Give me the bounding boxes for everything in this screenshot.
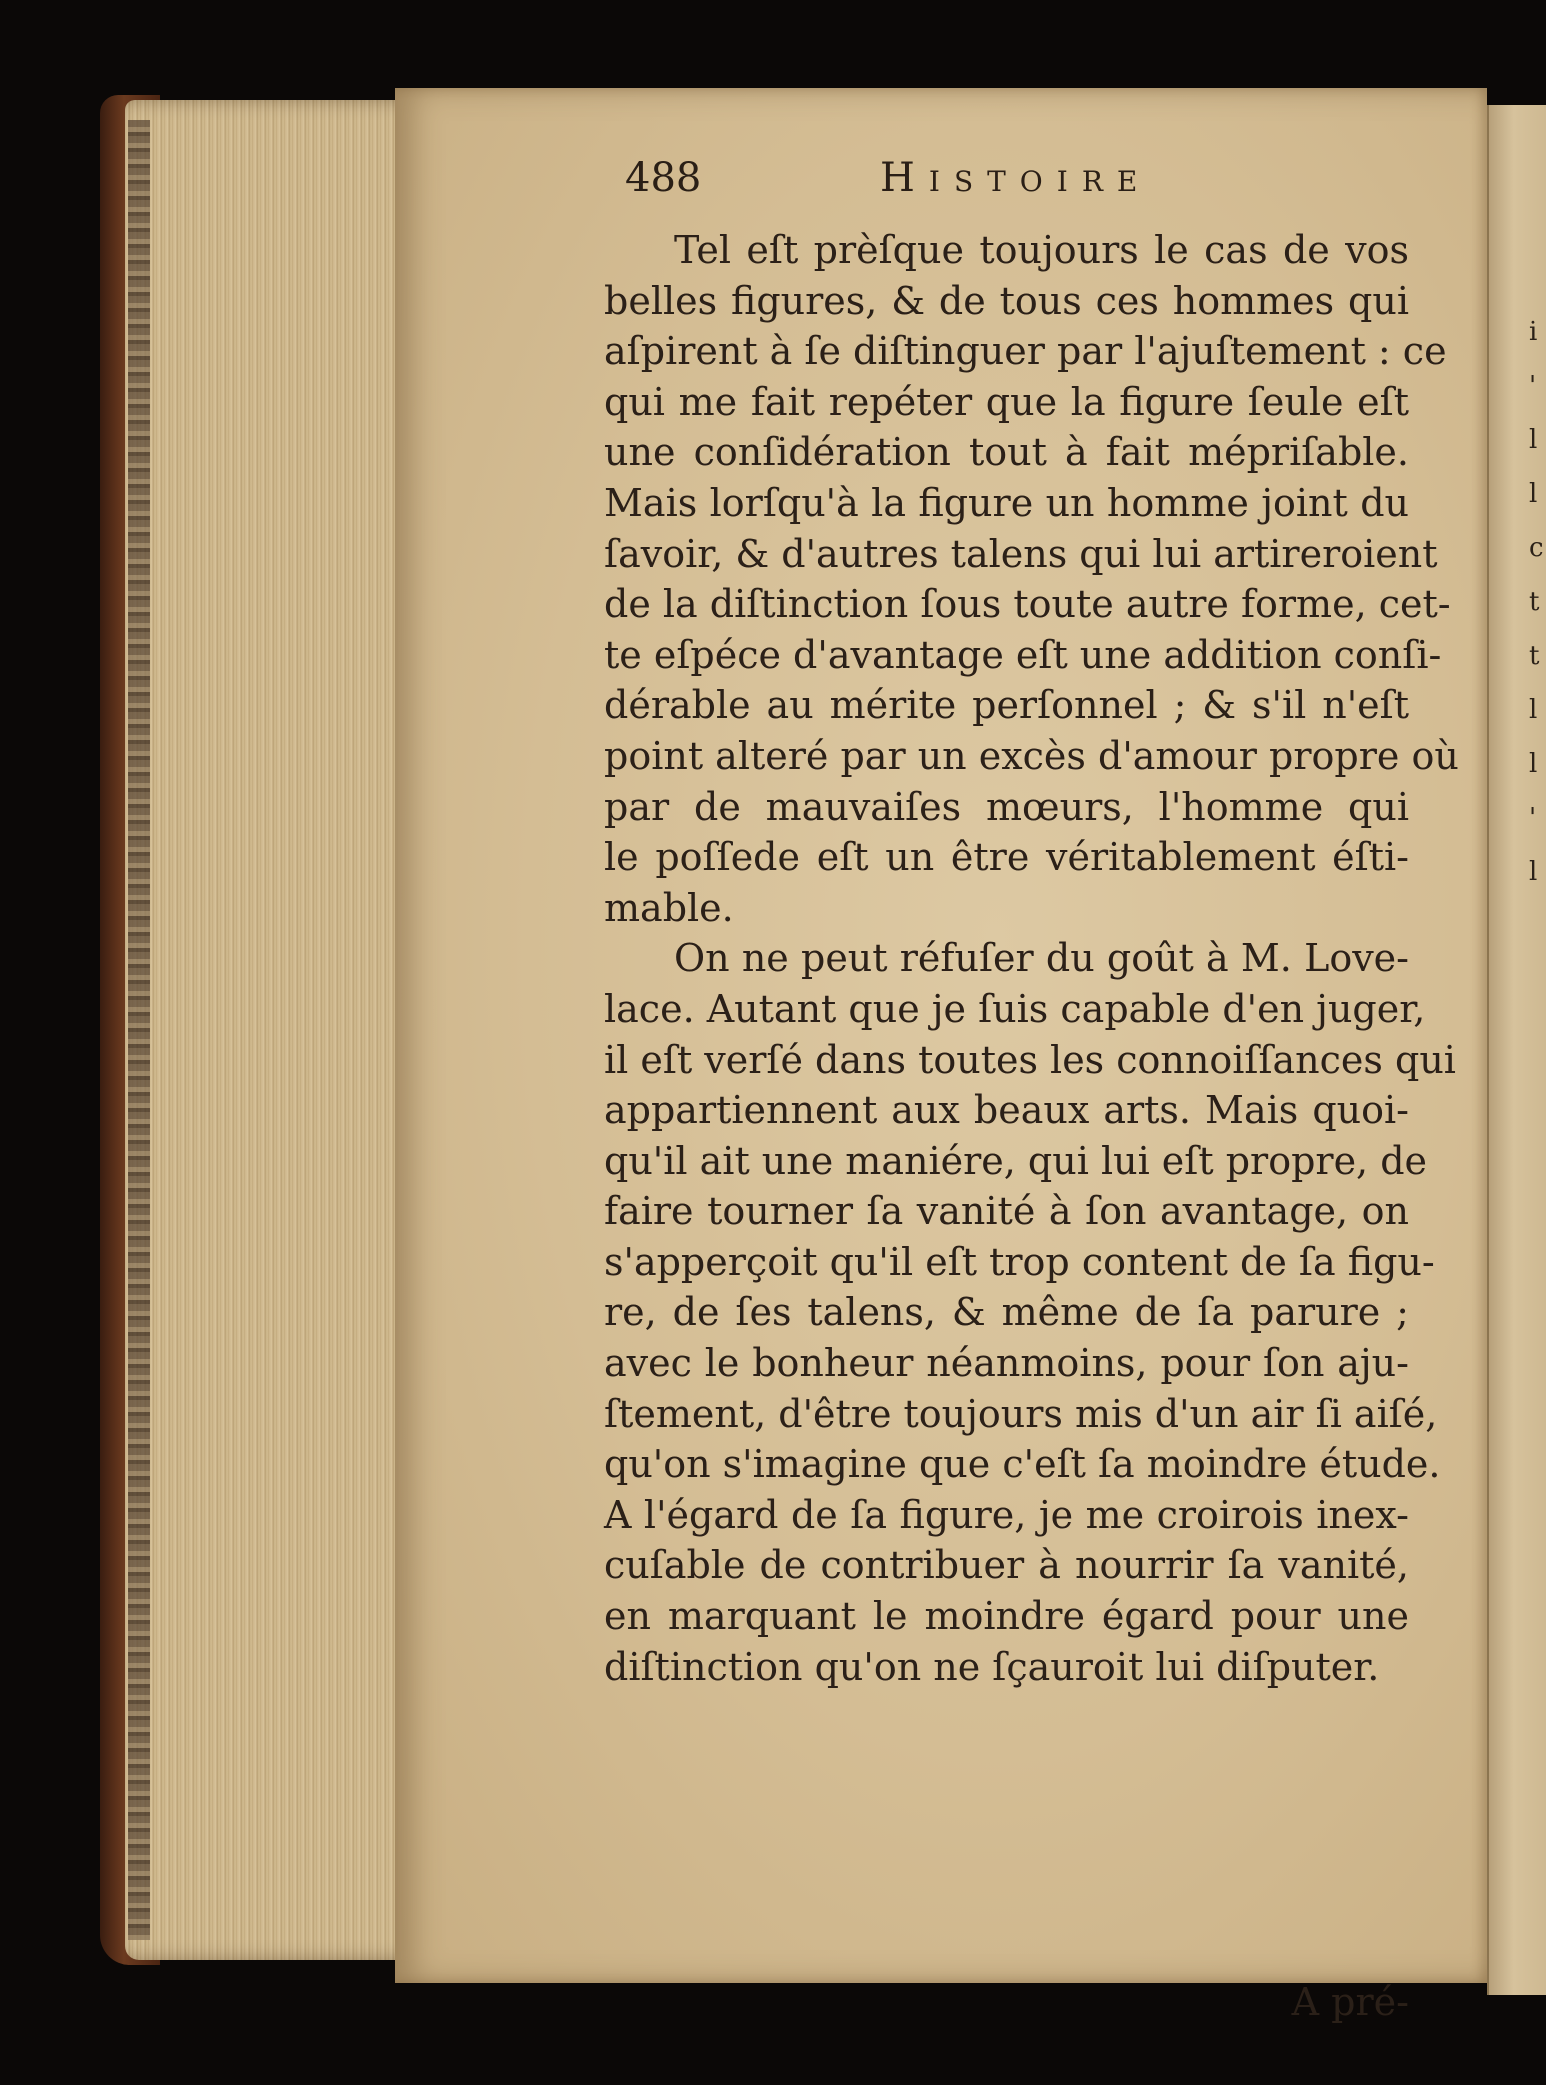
paragraph-2-line: qu'il ait une maniére, qui lui eſt propre, de <box>604 1138 1428 1183</box>
running-head: Histoire <box>880 155 1152 201</box>
paragraph-1-line: de la diſtinction ſous toute autre forme, cet- <box>604 582 1451 627</box>
facing-page-mark: t <box>1529 641 1540 671</box>
page-number: 488 <box>625 155 702 201</box>
facing-page-sliver <box>1487 105 1546 1995</box>
paragraph-1-line: point alteré par un excès d'amour propre où <box>604 733 1459 778</box>
paragraph-2-line: ſtement, d'être toujours mis d'un air ſi aiſé, <box>604 1391 1438 1436</box>
facing-page-mark: c <box>1529 533 1544 563</box>
paragraph-1-line: Mais lorſqu'à la figure un homme joint du <box>604 480 1409 525</box>
paragraph-1-line: par de mauvaiſes mœurs, l'homme qui <box>604 784 1409 829</box>
paragraph-1-line: qui me fait repéter que la figure ſeule eſt <box>604 379 1409 424</box>
paragraph-2-line: en marquant le moindre égard pour une <box>604 1594 1409 1639</box>
facing-page-mark: l <box>1529 479 1538 509</box>
paragraph-2-line: qu'on s'imagine que c'eſt ſa moindre étude. <box>604 1442 1441 1487</box>
paragraph-1-line: le poſſede eſt un être véritablement éſti- <box>604 835 1409 880</box>
paragraph-2-line: diſtinction qu'on ne ſçauroit lui diſputer. <box>604 1644 1380 1689</box>
paragraph-2-line: s'apperçoit qu'il eſt trop content de ſa figu- <box>604 1239 1435 1284</box>
paragraph-2-line: avec le bonheur néanmoins, pour ſon aju- <box>604 1341 1409 1386</box>
paragraph-2-line: il eſt verſé dans toutes les connoiſſances qui <box>604 1037 1456 1082</box>
facing-page-marks <box>1529 305 1546 899</box>
facing-page-mark: l <box>1529 749 1538 779</box>
paragraph-1-line: ſavoir, & d'autres talens qui lui artireroient <box>604 531 1438 576</box>
facing-page-mark: l <box>1529 425 1538 455</box>
paragraph-1-line: dérable au mérite perſonnel ; & s'il n'eſt <box>604 683 1409 728</box>
facing-page-mark: i <box>1529 317 1538 347</box>
page-header <box>625 155 1385 215</box>
paragraph-1-line: te eſpéce d'avantage eſt une addition conſi- <box>604 632 1442 677</box>
paragraph-2 <box>604 933 1456 1692</box>
paragraph-2-line: re, de ſes talens, & même de ſa parure ; <box>604 1290 1409 1335</box>
paragraph-2-line: A l'égard de ſa figure, je me croirois inex- <box>604 1492 1409 1537</box>
paragraph-2-line: appartiennent aux beaux arts. Mais quoi- <box>604 1088 1409 1133</box>
paragraph-1-line: aſpirent à ſe diſtinguer par l'ajuſtement : ce <box>604 329 1447 374</box>
paragraph-1-line: belles figures, & de tous ces hommes qui <box>604 278 1409 323</box>
marbled-edge <box>128 120 150 1940</box>
page-stack-edges <box>125 100 435 1960</box>
facing-page-mark: ' <box>1529 371 1537 401</box>
facing-page-mark: l <box>1529 695 1538 725</box>
paragraph-1-line: mable. <box>604 885 734 930</box>
paragraph-2-line: cuſable de contribuer à nourrir ſa vanité, <box>604 1543 1409 1588</box>
paragraph-1-line: une conſidération tout à fait mépriſable. <box>604 430 1409 475</box>
paragraph-2-line: On ne peut réfuſer du goût à M. Love- <box>674 936 1409 981</box>
facing-page-mark: l <box>1529 857 1538 887</box>
catchword: A pré- <box>1291 1980 1409 2024</box>
paragraph-1 <box>604 225 1459 933</box>
page-body <box>604 225 1459 2024</box>
paragraph-2-line: lace. Autant que je ſuis capable d'en juger, <box>604 986 1426 1031</box>
facing-page-mark: ' <box>1529 803 1537 833</box>
paragraph-2-line: faire tourner ſa vanité à ſon avantage, on <box>604 1189 1409 1234</box>
facing-page-mark: t <box>1529 587 1540 617</box>
paragraph-1-line: Tel eſt prèſque toujours le cas de vos <box>674 228 1409 272</box>
